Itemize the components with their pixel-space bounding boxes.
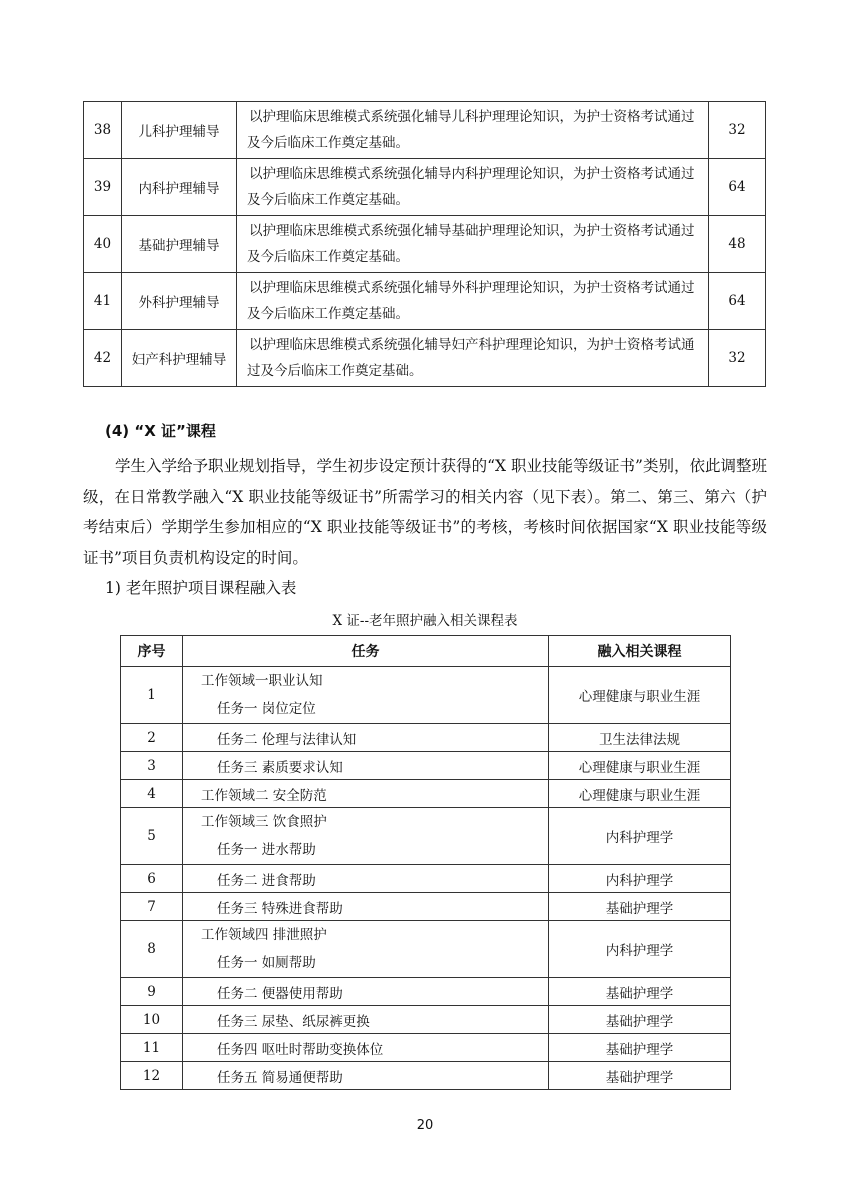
table-row [121, 1006, 731, 1034]
row-number: 1 [121, 667, 183, 724]
course-description: 以护理临床思维模式系统强化辅导妇产科护理理论知识，为护士资格考试通过及今后临床工作奠定基础。 [237, 330, 709, 387]
page-number: 20 [416, 1118, 434, 1133]
row-number: 4 [121, 780, 183, 808]
row-number: 2 [121, 724, 183, 752]
course-name: 内科护理辅导 [122, 159, 237, 216]
task-cell: 任务三 素质要求认知 [183, 752, 549, 780]
course-cell: 基础护理学 [549, 1062, 731, 1090]
task-cell [183, 921, 549, 978]
course-description: 以护理临床思维模式系统强化辅导儿科护理理论知识，为护士资格考试通过及今后临床工作奠定基础。 [237, 102, 709, 159]
course-name: 外科护理辅导 [122, 273, 237, 330]
task-name: 任务一 进水帮助 [217, 842, 316, 858]
table-row [121, 865, 731, 893]
table-row [121, 780, 731, 808]
row-number: 12 [121, 1062, 183, 1090]
task-cell: 工作领域二 安全防范 [183, 780, 549, 808]
course-cell: 内科护理学 [549, 921, 731, 978]
row-number: 9 [121, 978, 183, 1006]
task-name: 任务一 岗位定位 [217, 701, 316, 717]
header-course: 融入相关课程 [549, 636, 731, 667]
task-domain: 工作领域三 饮食照护 [201, 814, 327, 830]
row-number: 11 [121, 1034, 183, 1062]
task-cell: 任务三 特殊进食帮助 [183, 893, 549, 921]
course-hours: 32 [709, 102, 766, 159]
course-cell: 心理健康与职业生涯 [549, 667, 731, 724]
body-paragraph: 学生入学给予职业规划指导，学生初步设定预计获得的“X 职业技能等级证书”类别，依此调整班级，在日常教学融入“X 职业技能等级证书”所需学习的相关内容（见下表）。第二、第三、第六（护考结束后）学期学生参加相应的“X 职业技能等级证书”的考核，考核时间依据国家“X 职业技能等级证书”项目负责机构设定的时间。 [83, 457, 767, 567]
course-description: 以护理临床思维模式系统强化辅导基础护理理论知识，为护士资格考试通过及今后临床工作奠定基础。 [237, 216, 709, 273]
course-description: 以护理临床思维模式系统强化辅导内科护理理论知识，为护士资格考试通过及今后临床工作奠定基础。 [237, 159, 709, 216]
table-row [84, 102, 766, 159]
row-number: 38 [84, 102, 122, 159]
course-cell: 基础护理学 [549, 1006, 731, 1034]
task-cell: 任务二 便器使用帮助 [183, 978, 549, 1006]
course-cell: 基础护理学 [549, 1034, 731, 1062]
task-domain: 工作领域四 排泄照护 [201, 927, 327, 943]
table-row [121, 1034, 731, 1062]
course-hours: 64 [709, 273, 766, 330]
task-cell: 任务四 呕吐时帮助变换体位 [183, 1034, 549, 1062]
course-table-top [83, 101, 766, 387]
course-cell: 心理健康与职业生涯 [549, 780, 731, 808]
task-cell [183, 667, 549, 724]
course-cell: 内科护理学 [549, 808, 731, 865]
course-integration-table [120, 635, 731, 1090]
course-cell: 基础护理学 [549, 978, 731, 1006]
course-name: 基础护理辅导 [122, 216, 237, 273]
table-row [121, 667, 731, 724]
course-cell: 内科护理学 [549, 865, 731, 893]
task-cell [183, 808, 549, 865]
table-row [84, 273, 766, 330]
table-row [121, 893, 731, 921]
course-cell: 心理健康与职业生涯 [549, 752, 731, 780]
row-number: 40 [84, 216, 122, 273]
row-number: 8 [121, 921, 183, 978]
row-number: 6 [121, 865, 183, 893]
table-header-row [121, 636, 731, 667]
row-number: 3 [121, 752, 183, 780]
task-cell: 任务二 进食帮助 [183, 865, 549, 893]
header-task: 任务 [183, 636, 549, 667]
table-row [121, 978, 731, 1006]
table-caption: X 证--老年照护融入相关课程表 [332, 613, 518, 629]
row-number: 5 [121, 808, 183, 865]
task-cell: 任务二 伦理与法律认知 [183, 724, 549, 752]
table-row [121, 724, 731, 752]
table-row [121, 808, 731, 865]
course-name: 妇产科护理辅导 [122, 330, 237, 387]
task-cell: 任务三 尿垫、纸尿裤更换 [183, 1006, 549, 1034]
row-number: 7 [121, 893, 183, 921]
course-name: 儿科护理辅导 [122, 102, 237, 159]
table-row [84, 216, 766, 273]
row-number: 42 [84, 330, 122, 387]
table-row [121, 921, 731, 978]
row-number: 10 [121, 1006, 183, 1034]
row-number: 39 [84, 159, 122, 216]
table-row [121, 752, 731, 780]
table-row [121, 1062, 731, 1090]
course-hours: 48 [709, 216, 766, 273]
table-row [84, 159, 766, 216]
course-cell: 基础护理学 [549, 893, 731, 921]
course-cell: 卫生法律法规 [549, 724, 731, 752]
task-domain: 工作领域一职业认知 [201, 673, 323, 689]
subsection-heading: 1) 老年照护项目课程融入表 [105, 579, 297, 597]
row-number: 41 [84, 273, 122, 330]
table-row [84, 330, 766, 387]
course-hours: 32 [709, 330, 766, 387]
task-name: 任务一 如厕帮助 [217, 955, 316, 971]
header-number: 序号 [121, 636, 183, 667]
section-heading: (4) “X 证”课程 [105, 422, 216, 440]
task-cell: 任务五 简易通便帮助 [183, 1062, 549, 1090]
course-hours: 64 [709, 159, 766, 216]
course-description: 以护理临床思维模式系统强化辅导外科护理理论知识，为护士资格考试通过及今后临床工作奠定基础。 [237, 273, 709, 330]
